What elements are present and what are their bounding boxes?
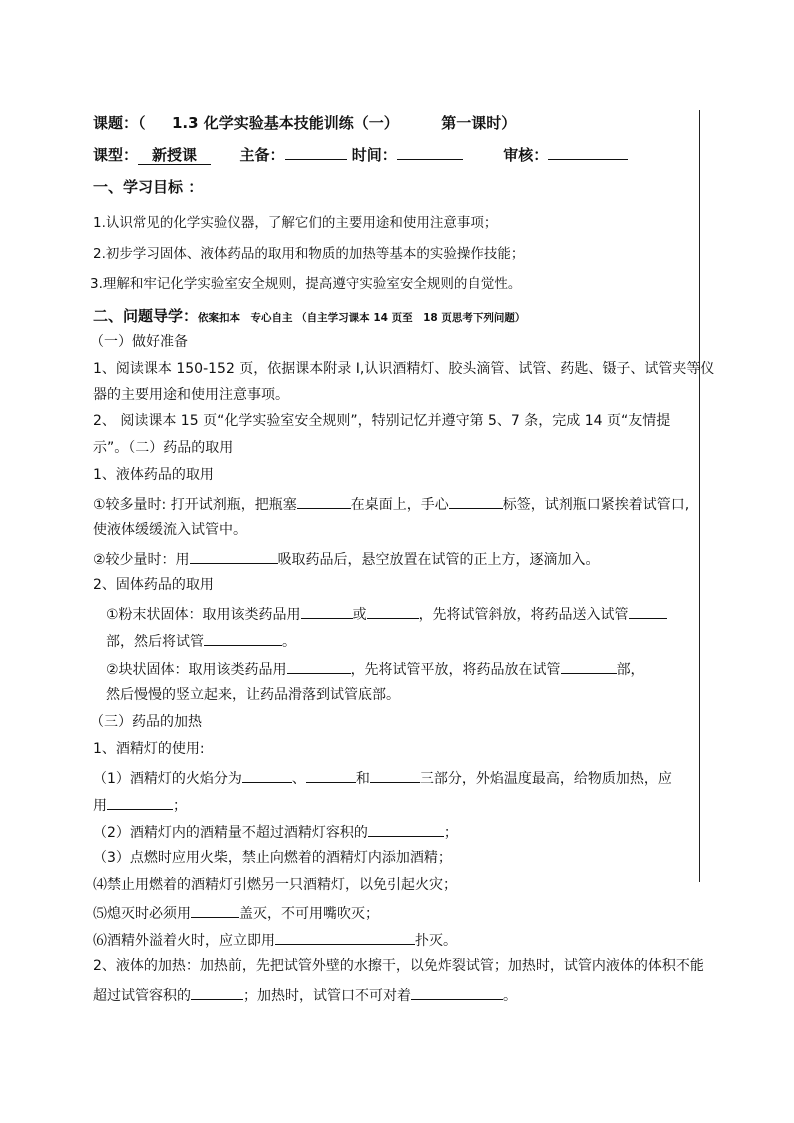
host-label: 主备： [239,146,285,164]
powder-solid-line2 [106,631,296,651]
text: ；加热时，试管口不可对着 [243,988,411,1004]
section-guided-questions-title-line [93,307,525,327]
text: 盖灭，不可用嘴吹灭； [239,906,379,922]
text: （1）酒精灯的火焰分为 [93,771,242,787]
lesson-meta-line [93,145,628,164]
powder-tool-blank-1[interactable] [301,604,353,619]
lump-solid-line2: 然后慢慢的竖立起来，让药品滑落到试管底部。 [106,687,400,703]
type-value: 新授课 [138,146,211,165]
liquid-large-amount-line [93,494,689,514]
tube-action-blank[interactable] [204,631,282,646]
tube-mouth-blank[interactable] [411,985,503,1000]
section-guided-questions-title: 二、问题导学： [93,307,199,325]
review-label: 审核： [503,146,549,164]
section-learning-goals-title: 一、学习目标 ： [93,178,204,196]
lamp-flame-line2 [93,795,187,815]
powder-position-blank[interactable] [629,604,667,619]
text: 。 [503,988,517,1004]
text: 标签，试剂瓶口紧挨着试管口, [502,497,690,513]
flame-part-blank-3[interactable] [370,768,420,783]
topic-text: 1.3 化学实验基本技能训练（一） [171,114,399,132]
host-blank[interactable] [285,145,347,160]
prep-item-2-line1: 2、 阅读课本 15 页“化学实验室安全规则”，特别记忆并遵守第 5、7 条，完成 14 页“友情提 [93,413,671,429]
label-blank[interactable] [449,494,503,509]
text: ，先将试管斜放，将药品送入试管 [418,607,629,623]
text: 超过试管容积的 [93,988,191,1004]
lump-position-blank[interactable] [561,659,617,674]
prep-item-1-line2: 器的主要用途和使用注意事项。 [93,387,289,403]
powder-solid-line [106,604,667,624]
topic-label: 课题：（ [93,114,146,132]
lamp-rule-5 [93,903,379,923]
text: ②块状固体：取用该类药品用 [106,662,287,678]
heating-title: （三）药品的加热 [90,714,202,730]
text: ，先将试管平放，将药品放在试管 [350,662,561,678]
liquid-small-amount-line [93,549,600,569]
text: 或 [352,607,367,623]
text: 部，然后将试管 [106,634,204,650]
liquid-heating-line: 2、液体的加热：加热前，先把试管外壁的水擦干，以免炸裂试管；加热时，试管内液体的体积不能 [93,958,704,974]
goal-item-3: 3.理解和牢记化学实验室安全规则，提高遵守实验室安全规则的自觉性。 [90,276,522,292]
lump-solid-line [106,659,645,679]
liquid-heating-line2 [93,985,517,1005]
flame-part-blank-2[interactable] [306,768,356,783]
time-blank[interactable] [397,145,463,160]
goal-item-2: 2.初步学习固体、液体药品的取用和物质的加热等基本的实验操作技能； [93,246,525,262]
solid-reagent-title: 2、固体药品的取用 [93,577,214,593]
text: ①粉末状固体：取用该类药品用 [106,607,301,623]
text: 、 [291,771,306,787]
text: （2）酒精灯内的酒精量不超过酒精灯容积的 [93,825,368,841]
fire-blank[interactable] [275,930,415,945]
text: 吸取药品后，悬空放置在试管的正上方，逐滴加入。 [277,552,600,568]
text: 部， [616,662,645,678]
liquid-large-amount-line2: 使液体缓缓流入试管中。 [93,522,247,538]
alcohol-lamp-title: 1、酒精灯的使用: [93,741,205,757]
lamp-volume-line [93,822,458,842]
liquid-reagent-title: 1、液体药品的取用 [93,467,214,483]
prep-item-2-line2: 示”。（二）药品的取用 [93,440,234,456]
text: 在桌面上，手心 [350,497,449,513]
flame-use-blank[interactable] [107,795,173,810]
type-label: 课型： [93,146,139,164]
lamp-rule-6 [93,930,457,950]
powder-tool-blank-2[interactable] [367,604,419,619]
flame-part-blank-1[interactable] [242,768,292,783]
text: ； [173,798,187,814]
text: 用 [93,798,107,814]
text: ⑸熄灭时必须用 [93,906,191,922]
right-margin-rule [699,110,700,882]
text: 。 [282,634,296,650]
text: 三部分，外焰温度最高，给物质加热，应 [419,771,672,787]
liquid-volume-blank[interactable] [191,985,243,1000]
volume-fraction-blank[interactable] [368,822,444,837]
extinguish-blank[interactable] [191,903,239,918]
lesson-period: 第一课时） [441,114,517,132]
stopper-blank[interactable] [297,494,351,509]
time-label: 时间： [351,146,397,164]
dropper-blank[interactable] [190,549,278,564]
text: 扑灭。 [415,933,457,949]
lamp-rule-4: ⑷禁止用燃着的酒精灯引燃另一只酒精灯，以免引起火灾； [93,877,457,893]
prep-title: （一）做好准备 [90,334,188,350]
lamp-rule-3: （3）点燃时应用火柴，禁止向燃着的酒精灯内添加酒精； [93,850,452,866]
text: ； [443,825,458,841]
goal-item-1: 1.认识常见的化学实验仪器，了解它们的主要用途和使用注意事项； [93,215,498,231]
text: ②较少量时：用 [93,552,190,568]
text: ⑹酒精外溢着火时，应立即用 [93,933,275,949]
lesson-topic-line [93,114,516,132]
review-blank[interactable] [548,145,628,160]
lump-tool-blank[interactable] [287,659,351,674]
text: ①较多量时: 打开试剂瓶，把瓶塞 [93,497,297,513]
text: 和 [355,771,370,787]
lamp-flame-line [93,768,672,788]
prep-item-1-line1: 1、阅读课本 150-152 页，依据课本附录 I,认识酒精灯、胶头滴管、试管、药匙、镊子、试管夹等仪 [93,361,715,377]
section-guided-questions-subtitle: 依案扣本 专心自主 （自主学习课本 14 页至 18 页思考下列问题） [198,312,526,324]
